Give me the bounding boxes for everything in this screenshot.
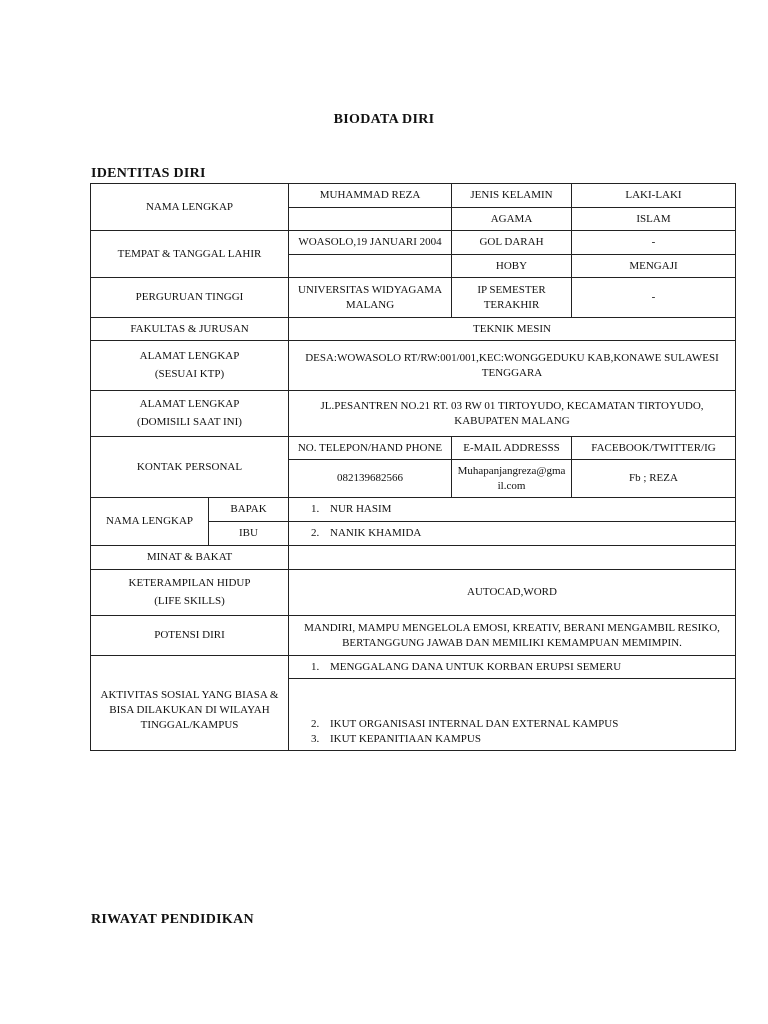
ttl-extra [289, 255, 452, 278]
section-title-riwayat-pendidikan: RIWAYAT PENDIDIKAN [91, 912, 254, 927]
kontak-social-value: Fb ; REZA [572, 460, 736, 498]
bapak-value [289, 498, 736, 522]
alamat-ktp-label-line2: (SESUAI KTP) [154, 368, 225, 380]
fakultas-label: FAKULTAS & JURUSAN [91, 318, 289, 341]
bapak-name: 1. NUR HASIM [322, 502, 730, 517]
alamat-domisili-label-line1: ALAMAT LENGKAP [139, 398, 240, 410]
orang-tua-label: NAMA LENGKAP [91, 498, 209, 546]
keterampilan-value: AUTOCAD,WORD [289, 570, 736, 616]
keterampilan-label [91, 570, 289, 616]
aktivitas-item-1: 1. MENGGALANG DANA UNTUK KORBAN ERUPSI SEMERU [322, 660, 730, 675]
ttl-value: WOASOLO,19 JANUARI 2004 [289, 231, 452, 255]
gol-darah-label: GOL DARAH [452, 231, 572, 255]
aktivitas-items-cell [289, 679, 736, 751]
nama-lengkap-extra [289, 208, 452, 231]
ttl-label: TEMPAT & TANGGAL LAHIR [91, 231, 289, 278]
kontak-phone-value: 082139682566 [289, 460, 452, 498]
alamat-ktp-label [91, 341, 289, 391]
ibu-name: 2. NANIK KHAMIDA [322, 526, 730, 541]
alamat-ktp-value: DESA:WOWASOLO RT/RW:001/001,KEC:WONGGEDUKU KAB,KONAWE SULAWESI TENGGARA [289, 341, 736, 391]
keterampilan-label-line1: KETERAMPILAN HIDUP [128, 577, 251, 589]
ibu-label: IBU [209, 522, 289, 546]
ip-semester-label: IP SEMESTER TERAKHIR [452, 278, 572, 318]
perguruan-tinggi-label: PERGURUAN TINGGI [91, 278, 289, 318]
aktivitas-label: AKTIVITAS SOSIAL YANG BIASA & BISA DILAKUKAN DI WILAYAH TINGGAL/KAMPUS [91, 656, 289, 751]
hoby-label: HOBY [452, 255, 572, 278]
ibu-value [289, 522, 736, 546]
keterampilan-label-line2: (LIFE SKILLS) [154, 595, 225, 607]
minat-label: MINAT & BAKAT [91, 546, 289, 570]
potensi-label: POTENSI DIRI [91, 616, 289, 656]
jenis-kelamin-value: LAKI-LAKI [572, 184, 736, 208]
gol-darah-value: - [572, 231, 736, 255]
aktivitas-item-3: 3. IKUT KEPANITIAAN KAMPUS [322, 732, 730, 747]
fakultas-value: TEKNIK MESIN [289, 318, 736, 341]
document-title: BIODATA DIRI [333, 112, 435, 127]
aktivitas-item-2: 2. IKUT ORGANISASI INTERNAL DAN EXTERNAL KAMPUS [322, 717, 730, 732]
alamat-domisili-value: JL.PESANTREN NO.21 RT. 03 RW 01 TIRTOYUDO, KECAMATAN TIRTOYUDO, KABUPATEN MALANG [289, 391, 736, 437]
perguruan-tinggi-value: UNIVERSITAS WIDYAGAMA MALANG [289, 278, 452, 318]
minat-value [289, 546, 736, 570]
hoby-value: MENGAJI [572, 255, 736, 278]
alamat-domisili-label-line2: (DOMISILI SAAT INI) [137, 416, 242, 428]
section-title-identitas: IDENTITAS DIRI [91, 166, 206, 181]
kontak-header-email: E-MAIL ADDRESSS [452, 437, 572, 460]
alamat-domisili-label [91, 391, 289, 437]
potensi-value: MANDIRI, MAMPU MENGELOLA EMOSI, KREATIV, BERANI MENGAMBIL RESIKO, BERTANGGUNG JAWAB DAN MEMILIKI KEMAMPUAN MEMIMPIN. [289, 616, 736, 656]
bapak-label: BAPAK [209, 498, 289, 522]
agama-label: AGAMA [452, 208, 572, 231]
kontak-email-value: Muhapanjangreza@gmail.com [452, 460, 572, 498]
nama-lengkap-value: MUHAMMAD REZA [289, 184, 452, 208]
kontak-header-social: FACEBOOK/TWITTER/IG [572, 437, 736, 460]
jenis-kelamin-label: JENIS KELAMIN [452, 184, 572, 208]
alamat-ktp-label-line1: ALAMAT LENGKAP [139, 350, 240, 362]
biodata-table [90, 183, 736, 751]
agama-value: ISLAM [572, 208, 736, 231]
nama-lengkap-label: NAMA LENGKAP [91, 184, 289, 231]
ip-semester-value: - [572, 278, 736, 318]
kontak-header-phone: NO. TELEPON/HAND PHONE [289, 437, 452, 460]
kontak-label: KONTAK PERSONAL [91, 437, 289, 498]
aktivitas-item-1-cell [289, 656, 736, 679]
